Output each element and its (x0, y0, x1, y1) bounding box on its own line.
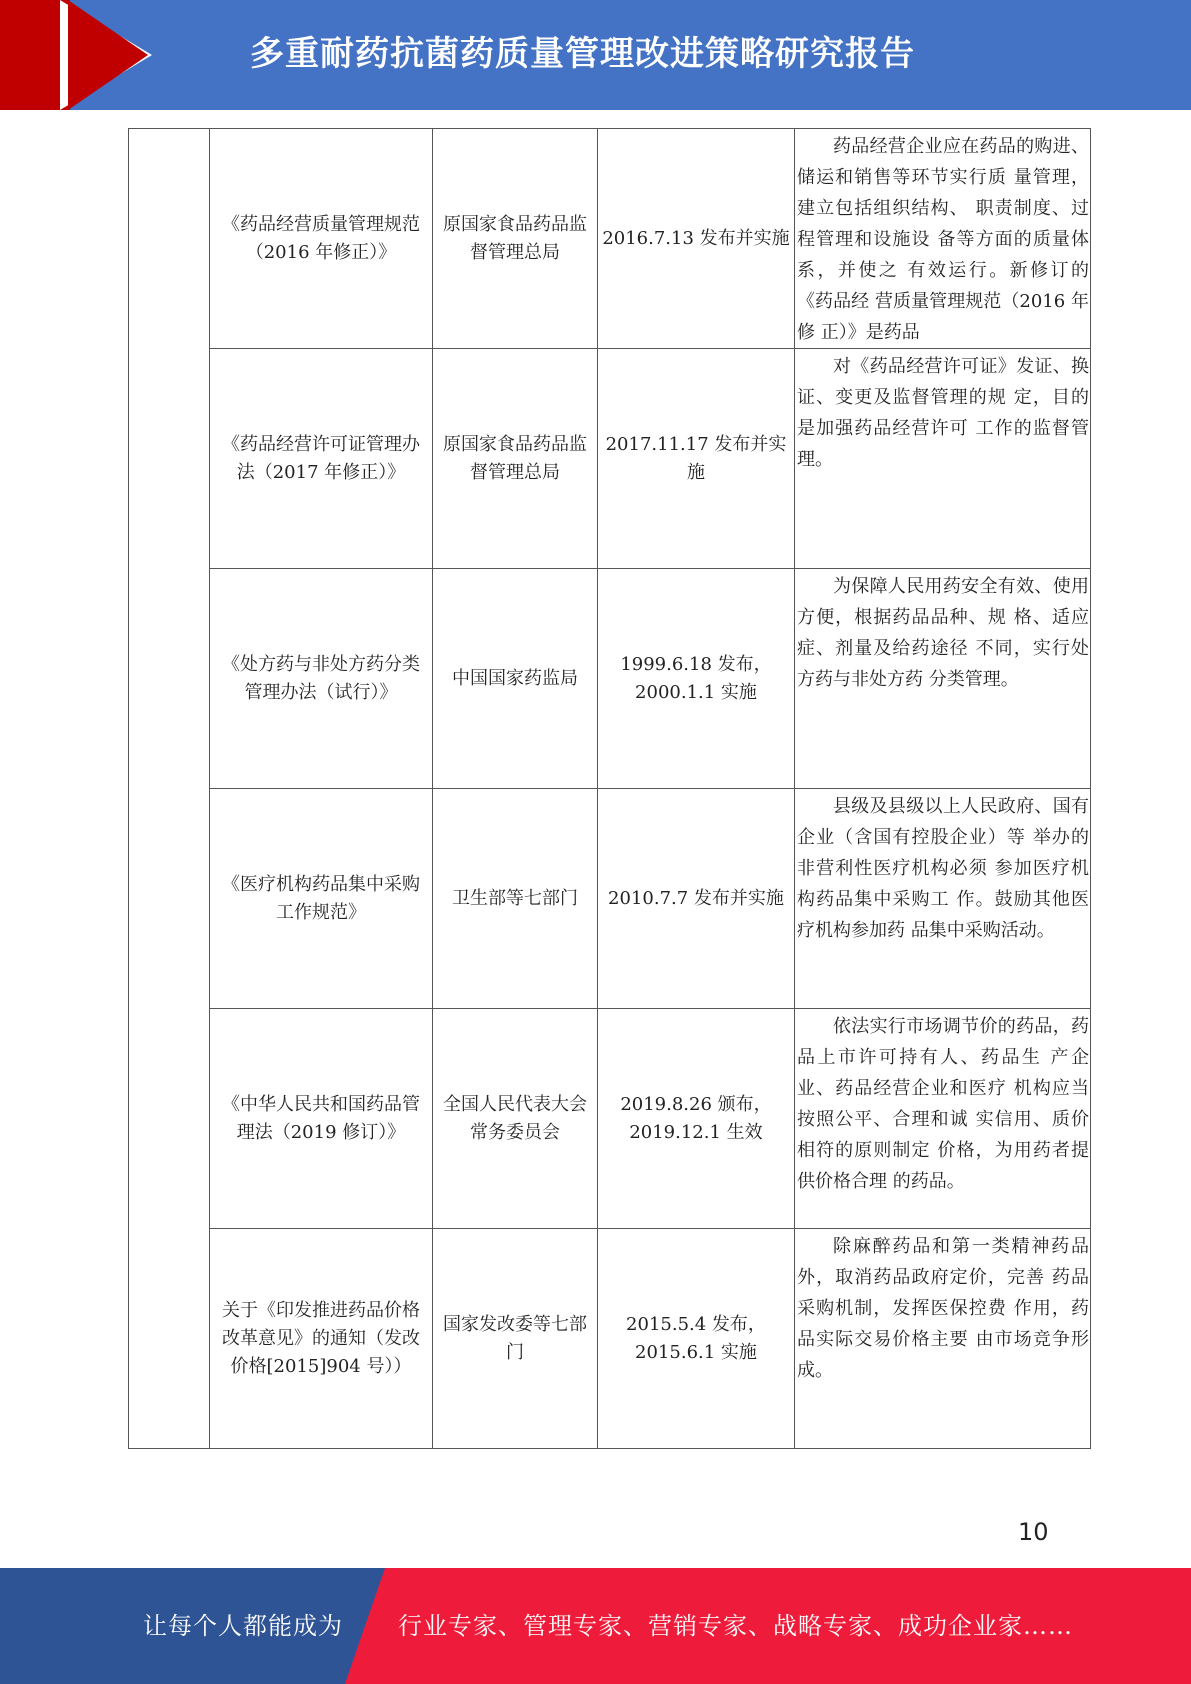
issuing-department: 国家发改委等七部门 (433, 1229, 598, 1449)
issue-date: 2016.7.13 发布并实施 (598, 129, 795, 349)
description-text: 县级及县级以上人民政府、国有企业（含国有控股企业）等 举办的非营利性医疗机构必须 参加医疗机构药品集中采购工 作。鼓励其他医疗机构参加药 品集中采购活动。 (797, 796, 1089, 941)
issue-date: 2019.8.26 颁布，2019.12.1 生效 (598, 1009, 795, 1229)
regulation-name: 《中华人民共和国药品管理法（2019 修订）》 (210, 1009, 433, 1229)
page-number: 10 (1018, 1518, 1049, 1546)
footer-slogan-right: 行业专家、管理专家、营销专家、战略专家、成功企业家…… (398, 1612, 1073, 1640)
issue-date: 2010.7.7 发布并实施 (598, 789, 795, 1009)
issue-date: 2015.5.4 发布，2015.6.1 实施 (598, 1229, 795, 1449)
page-footer (0, 1568, 1191, 1684)
page-header (0, 0, 1191, 110)
table-row (129, 349, 1091, 569)
regulation-name: 关于《印发推进药品价格改革意见》的通知（发改价格[2015]904 号）） (210, 1229, 433, 1449)
regulation-name: 《医疗机构药品集中采购工作规范》 (210, 789, 433, 1009)
regulation-name: 《药品经营许可证管理办法（2017 年修正）》 (210, 349, 433, 569)
regulation-description (795, 1229, 1091, 1449)
header-chevron-red (68, 0, 148, 110)
table-row (129, 129, 1091, 349)
table-row (129, 569, 1091, 789)
table-row (129, 1229, 1091, 1449)
issuing-department: 全国人民代表大会常务委员会 (433, 1009, 598, 1229)
regulation-description (795, 1009, 1091, 1229)
issuing-department: 原国家食品药品监督管理总局 (433, 349, 598, 569)
table-row (129, 1009, 1091, 1229)
regulation-description (795, 789, 1091, 1009)
regulation-name: 《药品经营质量管理规范（2016 年修正）》 (210, 129, 433, 349)
description-text: 药品经营企业应在药品的购进、储运和销售等环节实行质 量管理，建立包括组织结构、 职责制度、过程管理和设施设 备等方面的质量体系，并使之 有效运行。新修订的《药品经 营质量管理规范（2016 年修 正）》是药品 (797, 136, 1089, 343)
table-row (129, 789, 1091, 1009)
regulations-table (128, 128, 1091, 1449)
regulation-description (795, 129, 1091, 349)
page-title: 多重耐药抗菌药质量管理改进策略研究报告 (250, 34, 915, 74)
description-text: 依法实行市场调节价的药品，药品上市许可持有人、药品生 产企业、药品经营企业和医疗 机构应当按照公平、合理和诚 实信用、质价相符的原则制定 价格，为用药者提供价格合理 的药品。 (797, 1016, 1089, 1192)
description-text: 为保障人民用药安全有效、使用方便，根据药品品种、规 格、适应症、剂量及给药途径 不同，实行处方药与非处方药 分类管理。 (797, 576, 1089, 690)
issue-date: 1999.6.18 发布，2000.1.1 实施 (598, 569, 795, 789)
footer-slogan-left: 让每个人都能成为 (143, 1612, 343, 1640)
category-cell (129, 129, 210, 1449)
issue-date: 2017.11.17 发布并实施 (598, 349, 795, 569)
issuing-department: 卫生部等七部门 (433, 789, 598, 1009)
issuing-department: 中国国家药监局 (433, 569, 598, 789)
description-text: 对《药品经营许可证》发证、换证、变更及监督管理的规 定，目的是加强药品经营许可 工作的监督管理。 (797, 356, 1089, 470)
footer-blue-slant (345, 1568, 385, 1684)
description-text: 除麻醉药品和第一类精神药品外，取消药品政府定价，完善 药品采购机制，发挥医保控费 作用，药品实际交易价格主要 由市场竞争形成。 (797, 1236, 1089, 1381)
regulation-description (795, 349, 1091, 569)
issuing-department: 原国家食品药品监督管理总局 (433, 129, 598, 349)
regulation-name: 《处方药与非处方药分类管理办法（试行）》 (210, 569, 433, 789)
regulation-description (795, 569, 1091, 789)
